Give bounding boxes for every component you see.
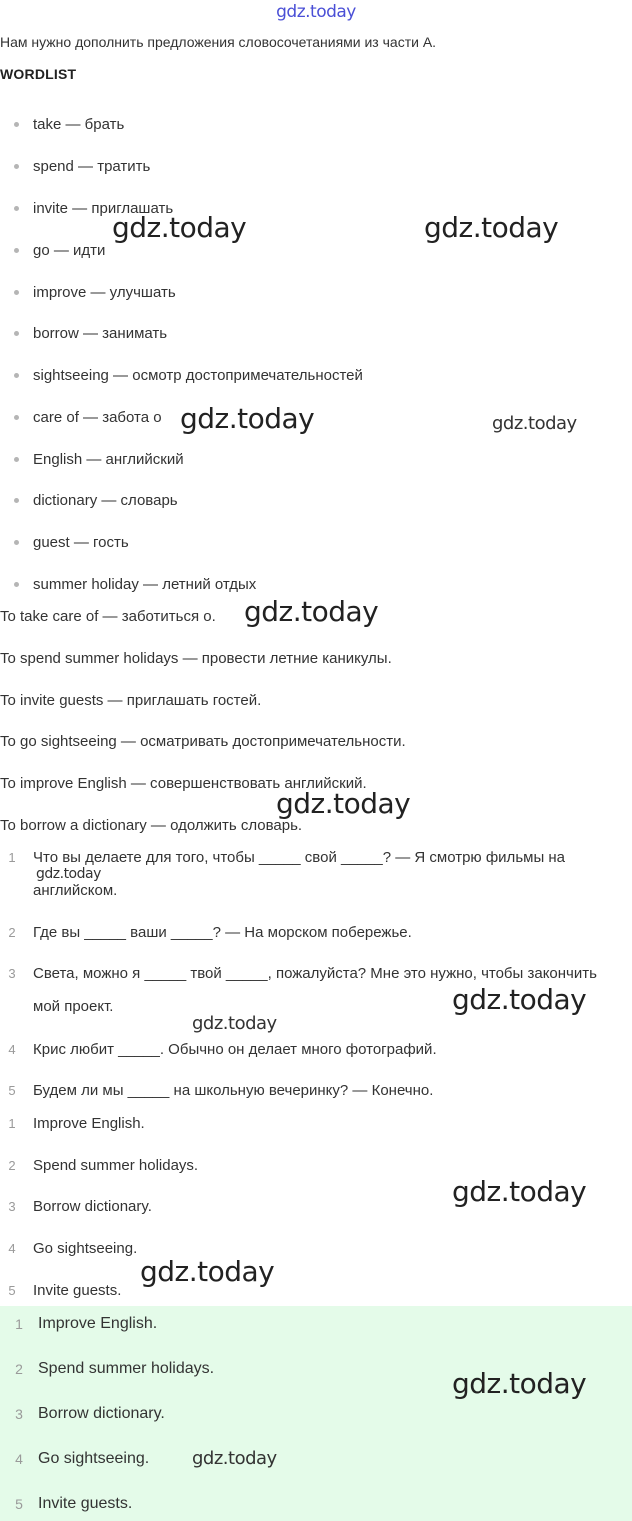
final-answer-text: Go sightseeing. <box>38 1450 150 1467</box>
list-item <box>14 490 178 512</box>
list-item-text: invite — приглашать <box>33 200 174 217</box>
list-item-text: dictionary — словарь <box>33 492 178 509</box>
phrase: To improve English — совершенствовать английский. <box>0 775 367 792</box>
sentence-text: Где вы _____ ваши _____? — На морском побережье. <box>33 924 412 941</box>
bullet-icon <box>14 290 19 295</box>
item-number: 3 <box>8 966 16 981</box>
item-number: 5 <box>8 1283 16 1298</box>
list-item-text: summer holiday — летний отдых <box>33 576 257 593</box>
sentence-item <box>0 1033 613 1066</box>
list-item-text: improve — улучшать <box>33 284 176 301</box>
final-answer-item <box>0 1357 214 1381</box>
bullet-icon <box>14 248 19 253</box>
list-item <box>14 156 150 178</box>
list-item <box>14 114 124 136</box>
answer-text: Spend summer holidays. <box>33 1157 199 1174</box>
bullet-icon <box>14 164 19 169</box>
watermark: gdz.today <box>112 211 247 244</box>
watermark: gdz.today <box>492 413 577 434</box>
answer-text: Borrow dictionary. <box>33 1198 152 1215</box>
watermark: gdz.today <box>276 787 411 820</box>
sentence-text: Крис любит _____. Обычно он делает много фотографий. <box>33 1041 437 1058</box>
watermark: gdz.today <box>424 211 559 244</box>
item-number: 2 <box>15 1361 23 1377</box>
answer-item <box>0 1232 613 1265</box>
item-number: 1 <box>8 1116 16 1131</box>
final-answer-item <box>0 1402 165 1426</box>
item-number: 3 <box>8 1199 16 1214</box>
bullet-icon <box>14 582 19 587</box>
phrase: To spend summer holidays — провести летние каникулы. <box>0 650 392 667</box>
item-number: 4 <box>15 1451 23 1467</box>
watermark: gdz.today <box>192 1448 277 1469</box>
list-item-text: guest — гость <box>33 534 129 551</box>
item-number: 2 <box>8 1158 16 1173</box>
list-item <box>14 449 184 471</box>
list-item-text: go — идти <box>33 242 106 259</box>
phrase: To take care of — заботиться о. <box>0 608 216 625</box>
item-number: 5 <box>8 1083 16 1098</box>
list-item-text: sightseeing — осмотр достопримечательностей <box>33 367 363 384</box>
final-answer-item <box>0 1312 157 1336</box>
watermark: gdz.today <box>452 1175 587 1208</box>
item-number: 1 <box>8 850 16 865</box>
header-watermark: gdz.today <box>276 2 356 22</box>
watermark: gdz.today <box>36 866 101 882</box>
item-number: 3 <box>15 1406 23 1422</box>
sentence-item <box>0 916 613 949</box>
watermark: gdz.today <box>452 983 587 1016</box>
list-item <box>14 240 105 262</box>
bullet-icon <box>14 331 19 336</box>
answer-item <box>0 1107 613 1140</box>
final-answer-item <box>0 1492 132 1516</box>
bullet-icon <box>14 122 19 127</box>
list-item <box>14 532 129 554</box>
list-item <box>14 365 363 387</box>
bullet-icon <box>14 206 19 211</box>
final-answer-item <box>0 1447 149 1471</box>
list-item-text: care of — забота о <box>33 409 162 426</box>
list-item <box>14 323 167 345</box>
watermark: gdz.today <box>180 402 315 435</box>
wordlist-heading: WORDLIST <box>0 66 77 82</box>
final-answer-text: Improve English. <box>38 1315 158 1332</box>
watermark: gdz.today <box>244 595 379 628</box>
phrase: To invite guests — приглашать гостей. <box>0 692 262 709</box>
list-item-text: spend — тратить <box>33 158 151 175</box>
list-item <box>14 407 162 429</box>
bullet-icon <box>14 373 19 378</box>
final-answer-text: Spend summer holidays. <box>38 1360 215 1377</box>
sentence-text: Будем ли мы _____ на школьную вечеринку? — Конечно. <box>33 1082 434 1099</box>
list-item <box>14 574 256 596</box>
list-item <box>14 282 176 304</box>
bullet-icon <box>14 457 19 462</box>
list-item-text: English — английский <box>33 451 184 468</box>
sentence-text: Света, можно я _____ твой _____, пожалуйста? Мне это нужно, чтобы закончить мой проект. <box>33 965 597 1015</box>
answer-item <box>0 1274 613 1307</box>
watermark: gdz.today <box>192 1013 277 1034</box>
item-number: 2 <box>8 925 16 940</box>
item-number: 1 <box>15 1316 23 1332</box>
final-answer-text: Invite guests. <box>38 1495 133 1512</box>
item-number: 5 <box>15 1496 23 1512</box>
watermark: gdz.today <box>140 1255 275 1288</box>
item-number: 4 <box>8 1042 16 1057</box>
phrase: To borrow a dictionary — одолжить словарь. <box>0 817 303 834</box>
list-item-text: borrow — занимать <box>33 325 168 342</box>
answer-text: Go sightseeing. <box>33 1240 138 1257</box>
item-number: 4 <box>8 1241 16 1256</box>
phrase: To go sightseeing — осматривать достопримечательности. <box>0 733 406 750</box>
watermark: gdz.today <box>452 1367 587 1400</box>
sentence-text: Что вы делаете для того, чтобы _____ свой _____? — Я смотрю фильмы на английском. <box>33 849 566 899</box>
bullet-icon <box>14 498 19 503</box>
list-item-text: take — брать <box>33 116 125 133</box>
answer-text: Invite guests. <box>33 1282 122 1299</box>
sentence-item <box>0 1074 613 1107</box>
final-answer-text: Borrow dictionary. <box>38 1405 165 1422</box>
bullet-icon <box>14 540 19 545</box>
answer-text: Improve English. <box>33 1115 145 1132</box>
bullet-icon <box>14 415 19 420</box>
intro-text: Нам нужно дополнить предложения словосочетаниями из части A. <box>0 34 437 50</box>
